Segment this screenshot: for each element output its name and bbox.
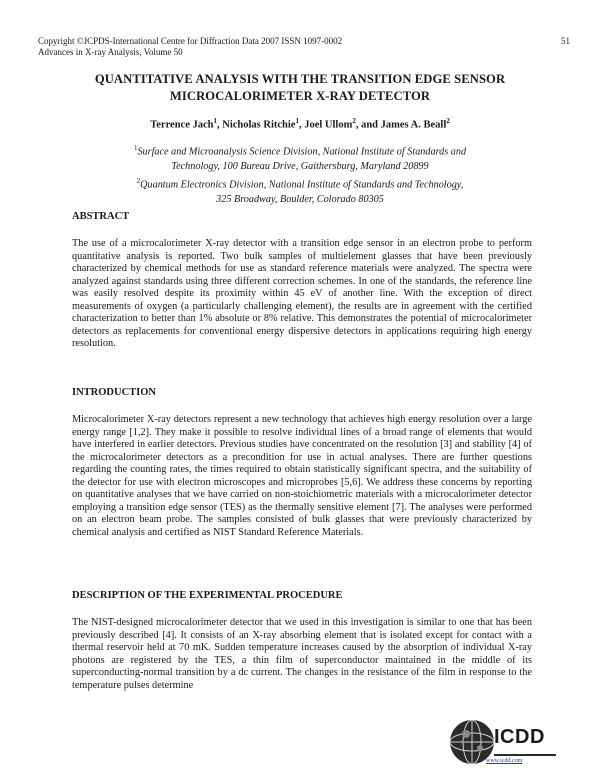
procedure-heading: DESCRIPTION OF THE EXPERIMENTAL PROCEDURE: [72, 590, 343, 601]
author-name: Joel Ullom: [304, 119, 353, 131]
author-affil-mark: 1: [295, 117, 299, 125]
title-line-2: MICROCALORIMETER X-RAY DETECTOR: [169, 89, 431, 103]
journal-line: Advances in X-ray Analysis, Volume 50: [38, 47, 183, 57]
affiliation-line: Surface and Microanalysis Science Division, National Institute of Standards and: [137, 146, 467, 158]
affiliation-2: [60, 174, 540, 193]
author-affil-mark: 1: [213, 117, 217, 125]
affiliation-line: Quantum Electronics Division, National Institute of Standards and Technology,: [140, 179, 464, 191]
title-line-1: QUANTITATIVE ANALYSIS WITH THE TRANSITION EDGE SENSOR: [94, 72, 506, 86]
copyright-line: Copyright ©JCPDS-International Centre for Diffraction Data 2007 ISSN 1097-0002: [38, 36, 343, 46]
author-separator: ,: [298, 119, 305, 131]
affiliation-number: 2: [136, 176, 141, 185]
author-affil-mark: 2: [446, 117, 450, 125]
author-affil-mark: 2: [352, 117, 356, 125]
affiliations: [60, 141, 540, 207]
introduction-text: Microcalorimeter X-ray detectors represent a new technology that achieves high energy resolution over a large energy range [1,2]. They make it possible to resolve individual lines of a broad range of elements that would have interfered in earlier detectors. Previous studies have concentrated on the resolution [3] and stability [4] of the microcalorimeter detectors as a precondition for use in actual analyses. There are further questions regarding the counting rates, the times required to obtain statistically significant spectra, and the suitability of the detector for use with electron microscopes and microprobes [5,6]. We address these concerns by reporting on quantitative analyses that we have carried on non-stoichiometric materials with a microcalorimeter detector employing a transition edge sensor (TES) as the thermally sensitive element [7]. The analyses were performed on an electron beam probe. The samples consisted of bulk glasses that were previously characterized by chemical analysis and certified as NIST Standard Reference Materials.: [72, 414, 532, 538]
affiliation-1-cont: Technology, 100 Bureau Drive, Gaithersburg, Maryland 20899: [171, 160, 429, 172]
author-name: James A. Beall: [380, 119, 447, 131]
paper-title: [40, 71, 560, 105]
author-separator: ,: [217, 119, 223, 131]
icdd-link[interactable]: www.icdd.com: [486, 758, 523, 764]
icdd-logo-text: ICDD: [494, 726, 545, 748]
abstract-text: The use of a microcalorimeter X-ray detector with a transition edge sensor in an electron probe to perform quantitative analysis is reported. Two bulk samples of multielement glasses that have been previously characterized by chemical methods for use as standard reference materials were analyzed. The spectra were analyzed against standards using three different correction schemes. In one of the standards, the reference line was easily resolved despite its proximity within 45 eV of another line. With the exception of direct measurements of oxygen (a particularly challenging element), the results are in agreement with the certified characterization to better than 1% absolute or 8% relative. This demonstrates the potential of microcalorimeter detectors as replacements for conventional energy dispersive detectors in applications requiring high energy resolution.: [72, 238, 532, 349]
affiliation-2-cont: 325 Broadway, Boulder, Colorado 80305: [216, 193, 384, 205]
abstract-heading: ABSTRACT: [72, 211, 130, 222]
procedure-text: The NIST-designed microcalorimeter detector that we used in this investigation is similar to one that has been previously described [4]. It consists of an X-ray absorbing element that is isolated except for contact with a thermal reservoir held at 70 mK. Sudden temperature increases caused by the absorption of individual X-ray photons are registered by the TES, a thin film of superconductor maintained in the middle of its superconducting-normal transition by a dc current. The changes in the resistance of the film in response to the temperature pulses determine: [72, 617, 532, 691]
author-list: [40, 117, 560, 131]
introduction-heading: INTRODUCTION: [72, 387, 157, 398]
affiliation-1: [60, 141, 540, 160]
page-number: 51: [561, 36, 570, 46]
affiliation-number: 1: [133, 144, 138, 152]
running-header: [38, 36, 342, 58]
author-name: Terrence Jach: [150, 119, 214, 131]
author-name: Nicholas Ritchie: [222, 119, 296, 131]
author-separator: , and: [355, 119, 381, 131]
